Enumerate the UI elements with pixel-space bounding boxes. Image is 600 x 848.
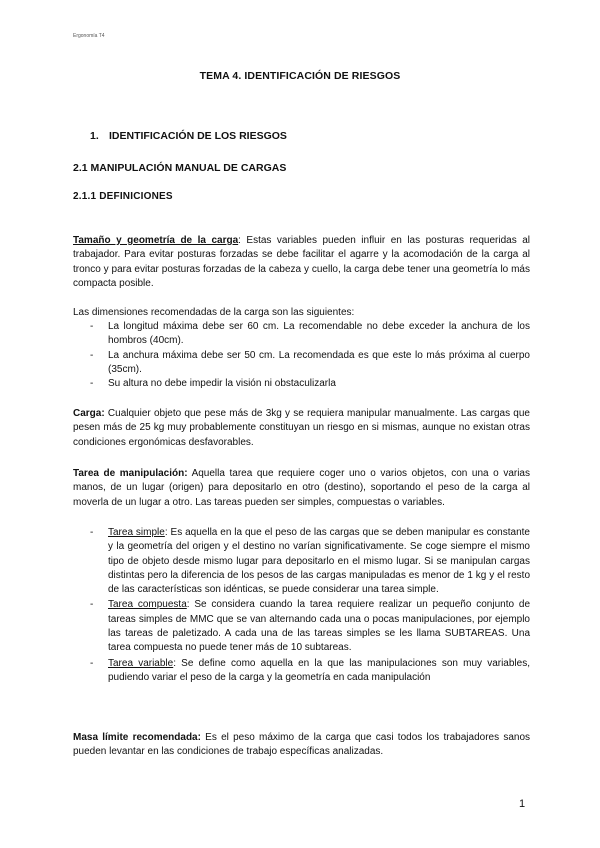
list-item <box>90 320 530 349</box>
term-tamano: Tamaño y geometría de la carga <box>73 235 239 246</box>
subsection-heading: 2.1 MANIPULACIÓN MANUAL DE CARGAS <box>73 162 287 174</box>
list-item <box>90 377 530 391</box>
list-item <box>90 657 530 686</box>
section-heading-1 <box>90 130 287 142</box>
list-dash: - <box>90 378 94 390</box>
text-tamano: : Estas variables pueden influir en las posturas requeridas al trabajador. Para evitar posturas forzadas se debe facilitar el agarre y la acomodación de la carga al tronco y para evitar posturas forzadas de la cabeza y cuello, la carga debe tener una geometría lo más compacta posible. <box>73 235 530 289</box>
list-item-text: : Es aquella en la que el peso de las cargas que se deben manipular es constante y la geometría del origen y el destino no varían significativamente. Se coge siempre el mismo tipo de objeto desde mismo lugar para depositarlo en el mismo lugar. Si se manipulan cargas distintas pero la diferencia de los pesos de las cargas manipuladas es menor de 1 kg y el resto de las características son idénticas, se puede considerar una tarea simple. <box>108 527 530 596</box>
list-dash: - <box>90 349 94 361</box>
paragraph-dimensiones-intro: Las dimensiones recomendadas de la carga son las siguientes: <box>73 307 355 318</box>
list-dash: - <box>90 599 94 611</box>
list-item <box>90 349 530 378</box>
list-item-text: Su altura no debe impedir la visión ni obstaculizarla <box>108 378 336 390</box>
text-masa: Es el peso máximo de la carga que casi todos los trabajadores sanos pueden levantar en las condiciones de trabajo específicas analizadas. <box>73 732 531 758</box>
term-tarea-variable: Tarea variable <box>108 657 174 669</box>
section-title: IDENTIFICACIÓN DE LOS RIESGOS <box>109 130 287 142</box>
paragraph-carga <box>73 407 530 450</box>
running-header: Ergonomía T4 <box>73 33 105 39</box>
page-number: 1 <box>519 798 526 810</box>
term-tarea-simple: Tarea simple <box>108 527 165 538</box>
list-item <box>90 526 530 597</box>
paragraph-tamano <box>73 234 530 291</box>
section-number: 1. <box>90 130 99 142</box>
list-item-text: La longitud máxima debe ser 60 cm. La recomendable no debe exceder la anchura de los hombros (40cm). <box>108 321 530 347</box>
tarea-list <box>90 526 530 686</box>
list-dash: - <box>90 527 94 538</box>
term-masa: Masa límite recomendada: <box>73 732 201 743</box>
list-item-text: : Se considera cuando la tarea requiere realizar un pequeño conjunto de tareas simples de MMC que se van alternando cada una o pocas manipulaciones, por ejemplo las tareas de paletizado. A cada una de las tareas simples se les llama SUBTAREAS. Una tarea compuesta no puede tener más de 10 subtareas. <box>108 599 531 654</box>
list-item-text: : Se define como aquella en la que las manipulaciones son muy variables, pudiendo variar el peso de la carga y la geometría en cada manipulación <box>108 657 530 683</box>
paragraph-tarea <box>73 467 530 510</box>
subsubsection-heading: 2.1.1 DEFINICIONES <box>73 191 173 202</box>
list-item <box>90 598 530 655</box>
text-tarea: Aquella tarea que requiere coger uno o varios objetos, con una o varias manos, de un lugar (origen) para depositarlo en otro (destino), soportando el peso de la carga al moverla de un lugar a otro. Las tareas pueden ser simples, compuestas o variables. <box>73 468 530 508</box>
paragraph-masa <box>73 731 530 760</box>
list-dash: - <box>90 657 94 669</box>
text-carga: Cualquier objeto que pese más de 3kg y se requiera manipular manualmente. Las cargas que pesen más de 25 kg muy probablemente constituyan un riesgo en si mismas, aunque no existan otras condiciones ergonómicas desfavorables. <box>73 408 530 448</box>
term-tarea: Tarea de manipulación: <box>73 468 188 479</box>
list-item-text: La anchura máxima debe ser 50 cm. La recomendada es que este lo más próxima al cuerpo (35cm). <box>108 349 530 375</box>
dimensiones-list <box>90 320 530 391</box>
term-carga: Carga: <box>73 408 105 419</box>
term-tarea-compuesta: Tarea compuesta <box>108 599 187 611</box>
document-title: TEMA 4. IDENTIFICACIÓN DE RIESGOS <box>199 70 401 82</box>
list-dash: - <box>90 321 94 332</box>
